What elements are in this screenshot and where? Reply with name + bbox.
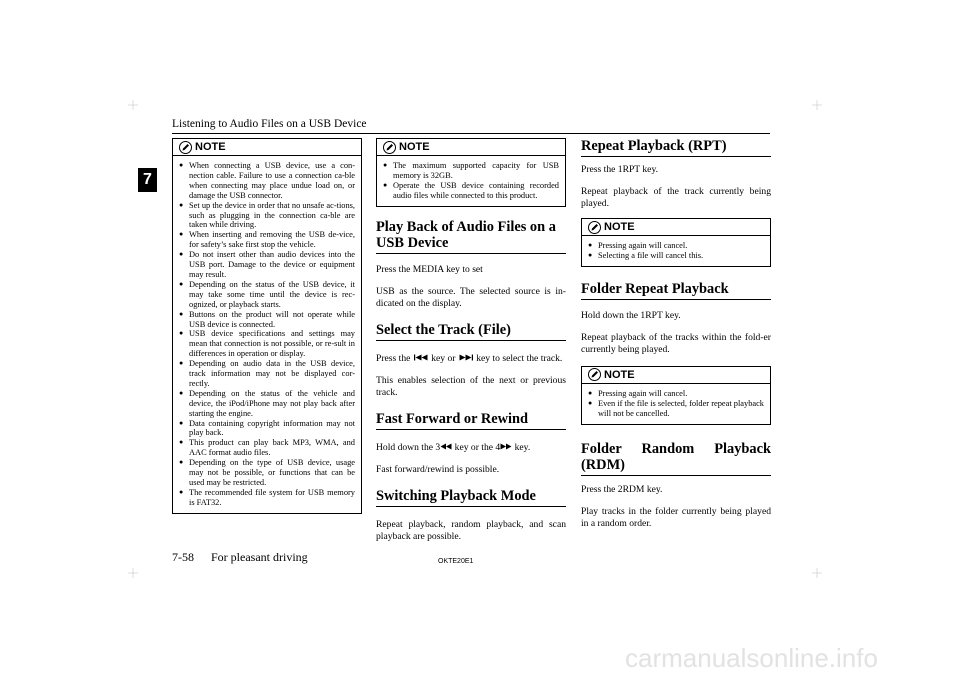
watermark: carmanualsonline.info [625, 643, 878, 673]
rewind-icon [440, 443, 452, 450]
paragraph: Repeat playback of the track currently being played. [581, 186, 771, 209]
note-item: ● Depending on the status of the vehicle and device, the iPod/iPhone may not play back after starting the engine. [179, 389, 355, 419]
note-pencil-icon [588, 221, 601, 234]
footer-section: For pleasant driving [211, 550, 308, 564]
text-fragment: key or [431, 352, 456, 364]
note-item: ● Depending on audio data in the USB device, track information may not be displayed cor-rectly. [179, 359, 355, 389]
note-label: NOTE [604, 368, 635, 381]
note-label: NOTE [399, 141, 430, 153]
note-item: ● When inserting and removing the USB de-vice, for safety’s sake first stop the vehicle. [179, 230, 355, 250]
text-fragment: key to select the track. [476, 352, 563, 364]
previous-track-icon [413, 354, 429, 361]
note-box [376, 138, 566, 207]
note-box [581, 366, 771, 425]
note-item: ● Pressing again will cancel. [588, 389, 764, 399]
text-fragment: key or the 4 [454, 441, 501, 453]
document-code: OKTE20E1 [438, 558, 474, 565]
note-pencil-icon [588, 368, 601, 381]
section-heading-fast-forward: Fast Forward or Rewind [376, 411, 566, 430]
note-item: ● Set up the device in order that no unsafe ac-tions, such as plugging in the connection ca-ble are taken while driving. [179, 201, 355, 231]
section-heading-folder-random: Folder Random Playback (RDM) [581, 441, 771, 476]
section-heading-select-track: Select the Track (File) [376, 322, 566, 341]
note-item: ● Operate the USB device containing recorded audio files while connected to this product. [383, 181, 559, 201]
running-head: Listening to Audio Files on a USB Device [172, 118, 367, 130]
next-track-icon [458, 354, 474, 361]
footer [172, 550, 308, 565]
note-header [582, 219, 770, 236]
text-fragment: Press the [376, 352, 411, 364]
paragraph: Repeat playback, random playback, and scan playback are possible. [376, 518, 566, 542]
note-item: ● Even if the file is selected, folder repeat playback will not be cancelled. [588, 399, 764, 419]
text-fragment: key. [514, 441, 531, 453]
note-label: NOTE [195, 141, 226, 153]
note-item: ● Depending on the type of USB device, usage may not be possible, or functions that can be used may be restricted. [179, 458, 355, 488]
section-heading-folder-repeat: Folder Repeat Playback [581, 281, 771, 300]
note-label: NOTE [604, 221, 635, 233]
paragraph: This enables selection of the next or previous track. [376, 374, 566, 398]
note-header [582, 367, 770, 384]
note-pencil-icon [383, 141, 396, 154]
header-rule [172, 133, 770, 134]
paragraph: Press the 1RPT key. [581, 164, 659, 175]
paragraph: Play tracks in the folder currently being played in a random order. [581, 505, 771, 529]
chapter-tab: 7 [138, 168, 157, 192]
note-item: ● USB device specifications and settings may mean that connection is not possible, or re-sult in differences in operation or display. [179, 329, 355, 359]
note-item: ● The recommended file system for USB memory is FAT32. [179, 488, 355, 508]
note-list [588, 241, 764, 261]
column-3 [581, 138, 771, 530]
note-item: ● Buttons on the product will not operate while USB device is connected. [179, 310, 355, 330]
note-item: ● The maximum supported capacity for USB memory is 32GB. [383, 161, 559, 181]
note-item: ● Do not insert other than audio devices into the USB port. Damage to the device or equipment may result. [179, 250, 355, 280]
note-header [377, 139, 565, 156]
note-item: ● Pressing again will cancel. [588, 241, 764, 251]
crop-mark [812, 568, 822, 578]
note-item: ● Depending on the status of the USB device, it may take some time until the device is rec-ognized, or playback starts. [179, 280, 355, 310]
note-item: ● This product can play back MP3, WMA, and AAC format audio files. [179, 438, 355, 458]
note-item: ● Data containing copyright information may not play back. [179, 419, 355, 439]
note-box [581, 218, 771, 267]
section-heading-repeat: Repeat Playback (RPT) [581, 138, 771, 157]
paragraph: USB as the source. The selected source is in-dicated on the display. [376, 285, 566, 309]
text-fragment: Hold down the 3 [376, 441, 441, 453]
paragraph: Fast forward/rewind is possible. [376, 463, 500, 475]
paragraph: Press the 2RDM key. [581, 483, 663, 495]
section-heading-playback-mode: Switching Playback Mode [376, 488, 566, 507]
note-item: ● When connecting a USB device, use a con-nection cable. Failure to use a connection ca-ble when connecting may place undue load on, or damage the USB connector. [179, 161, 355, 201]
paragraph-fast-forward [376, 442, 566, 454]
crop-mark [812, 100, 822, 110]
paragraph-select-track [376, 353, 566, 365]
paragraph: Repeat playback of the tracks within the fold-er currently being played. [581, 331, 771, 355]
note-pencil-icon [179, 141, 192, 154]
note-list [383, 161, 559, 201]
note-list [179, 161, 355, 508]
note-item: ● Selecting a file will cancel this. [588, 251, 764, 261]
page-number: 7-58 [172, 550, 194, 564]
note-header [173, 139, 361, 156]
paragraph: Hold down the 1RPT key. [581, 309, 681, 321]
crop-mark [128, 568, 138, 578]
crop-mark [128, 100, 138, 110]
section-heading-play-back: Play Back of Audio Files on a USB Device [376, 219, 566, 254]
column-2 [376, 138, 566, 543]
fast-forward-icon [500, 443, 512, 450]
note-box [172, 138, 362, 514]
paragraph: Press the MEDIA key to set [376, 263, 483, 275]
note-list [588, 389, 764, 419]
column-1 [172, 138, 362, 514]
